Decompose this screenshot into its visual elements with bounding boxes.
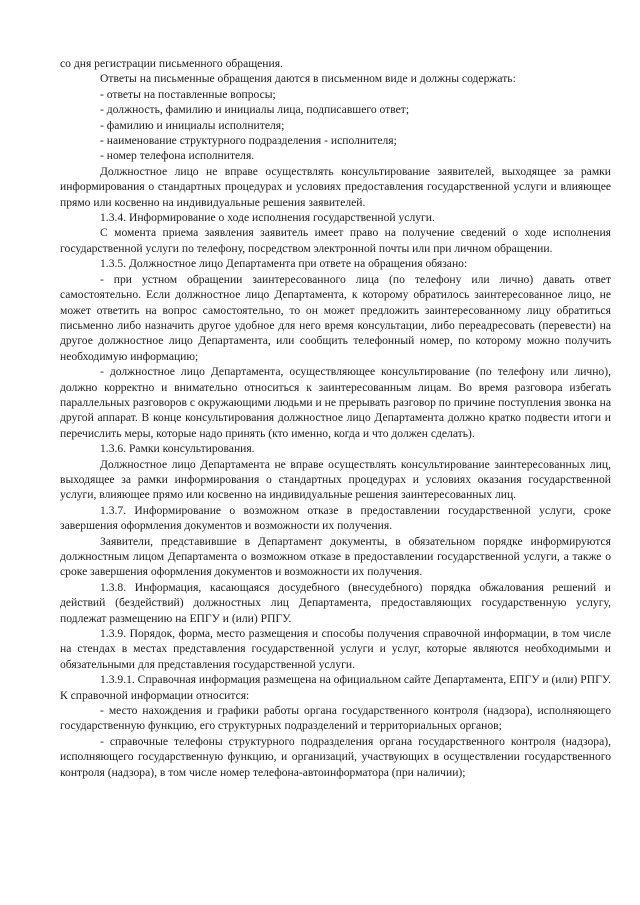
paragraph: С момента приема заявления заявитель имеет право на получение сведений о ходе исполнения государственной услуги по телефону, посредством электронной почты или при личном обращении. bbox=[60, 226, 611, 255]
list-item: - должность, фамилию и инициалы лица, подписавшего ответ; bbox=[100, 103, 410, 117]
list-item: - фамилию и инициалы исполнителя; bbox=[100, 118, 285, 132]
paragraph: - справочные телефоны структурного подразделения органа государственного контроля (надзора), исполняющего государственную функцию, и организаций, участвующих в осуществлении государственного контроля (надзора), в том числе номер телефона-автоинформатора (при наличии); bbox=[60, 734, 611, 779]
paragraph: Ответы на письменные обращения даются в письменном виде и должны содержать: bbox=[100, 72, 516, 86]
paragraph: Заявители, представившие в Департамент документы, в обязательном порядке информируются должностным лицом Департамента о возможном отказе в предоставлении государственной услуги, а также о сроке завершения оформления документов и возможности их получения. bbox=[60, 534, 611, 579]
section-heading: 1.3.4. Информирование о ходе исполнения государственной услуги. bbox=[100, 211, 435, 225]
paragraph: - при устном обращении заинтересованного лица (по телефону или лично) давать ответ самостоятельно. Если должностное лицо Департамента, к которому обратилось заинтересованное лицо, не может ответить на вопрос самостоятельно, то он может предложить заинтересованному лицу обратиться письменно либо назначить другое удобное для него время консультации, либо переадресовать (перевести) на другое должностное лицо Департамента, или сообщить телефонный номер, по которому можно получить необходимую информацию; bbox=[60, 272, 611, 363]
paragraph: Должностное лицо Департамента не вправе осуществлять консультирование заинтересованных лиц, выходящее за рамки информирования о стандартных процедурах и условиях оказания государственной услуги, влияющее прямо или косвенно на индивидуальные решения заинтересованных лиц. bbox=[60, 457, 611, 502]
list-item: - номер телефона исполнителя. bbox=[100, 149, 255, 163]
paragraph: со дня регистрации письменного обращения. bbox=[60, 57, 283, 70]
section-heading: 1.3.8. Информация, касающаяся досудебного (внесудебного) порядка обжалования решений и действий (бездействий) должностных лиц Департамента, предоставляющих государственную услугу, подлежат размещению на ЕПГУ и (или) РПГУ. bbox=[60, 580, 611, 625]
list-item: - ответы на поставленные вопросы; bbox=[100, 87, 276, 101]
paragraph: 1.3.9.1. Справочная информация размещена на официальном сайте Департамента, ЕПГУ и (или) РПГУ. К справочной информации относится: bbox=[60, 673, 611, 702]
section-heading: 1.3.5. Должностное лицо Департамента при ответе на обращения обязано: bbox=[100, 257, 468, 271]
paragraph: - место нахождения и графики работы органа государственного контроля (надзора), исполняющего государственную функцию, его структурных подразделений и территориальных органов; bbox=[60, 704, 611, 733]
paragraph: Должностное лицо не вправе осуществлять консультирование заявителей, выходящее за рамки информирования о стандартных процедурах и условиях предоставления государственной услуги и влияющее прямо или косвенно на индивидуальные решения заявителей. bbox=[60, 164, 611, 209]
section-heading: 1.3.6. Рамки консультирования. bbox=[100, 442, 255, 456]
section-heading: 1.3.7. Информирование о возможном отказе в предоставлении государственной услуги, сроке завершения оформления документов и возможности их получения. bbox=[60, 503, 611, 533]
list-item: - наименование структурного подразделения - исполнителя; bbox=[100, 134, 397, 148]
paragraph: - должностное лицо Департамента, осуществляющее консультирование (по телефону или лично), должно корректно и внимательно относиться к заинтересованным лицам. Во время разговора избегать параллельных разговоров с окружающими людьми и не прерывать разговор по причине поступления звонка на другой аппарат. В конце консультирования должностное лицо Департамента должно кратко подвести итоги и перечислить меры, которые надо принять (кто именно, когда и что должен сделать). bbox=[60, 365, 611, 440]
section-heading: 1.3.9. Порядок, форма, место размещения и способы получения справочной информации, в том числе на стендах в местах представления государственной услуги и услуг, которые являются необходимыми и обязательными для представления государственной услуги. bbox=[60, 627, 611, 671]
document-page bbox=[60, 56, 611, 780]
